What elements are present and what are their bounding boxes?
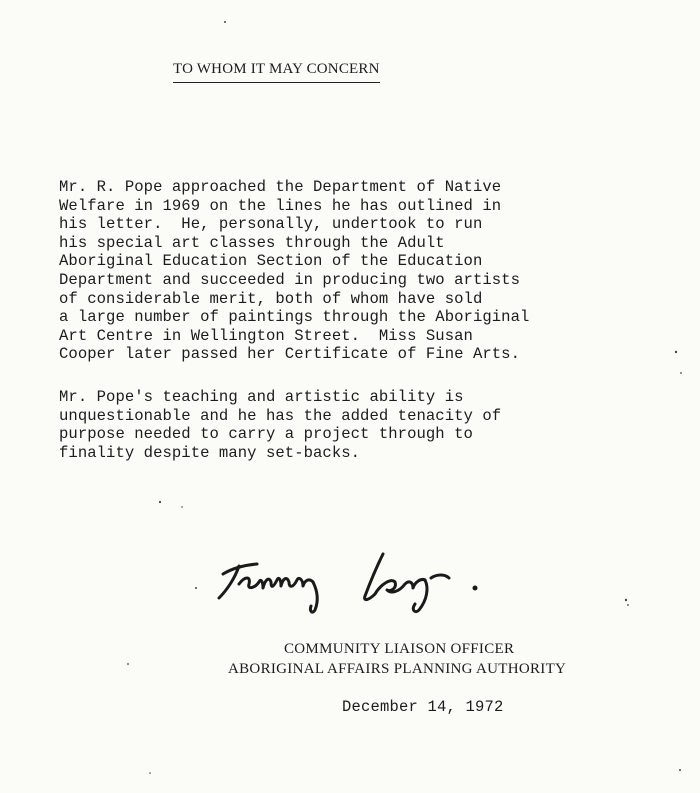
paragraph-line: unquestionable and he has the added tenacity of	[59, 406, 502, 425]
paragraph-line: his letter. He, personally, undertook to run	[59, 215, 483, 234]
paragraph-line: Mr. R. Pope approached the Department of Native	[59, 178, 502, 196]
paragraph-line: a large number of paintings through the Aboriginal	[59, 308, 530, 327]
paragraph-line: purpose needed to carry a project through to	[59, 425, 473, 444]
letter-heading: TO WHOM IT MAY CONCERN	[173, 60, 380, 83]
paragraph-line: Art Centre in Wellington Street. Miss Susan	[59, 326, 473, 345]
paragraph-line: of considerable merit, both of whom have sold	[59, 289, 483, 308]
paragraph-line: Welfare in 1969 on the lines he has outlined in	[59, 196, 502, 215]
paragraph-line: Mr. Pope's teaching and artistic ability is	[59, 388, 464, 406]
paragraph-2	[59, 388, 689, 462]
signatory-title: COMMUNITY LIAISON OFFICER	[284, 641, 515, 657]
letter-date: December 14, 1972	[342, 698, 504, 716]
paragraph-line: Department and succeeded in producing two artists	[59, 270, 520, 289]
paragraph-1	[59, 178, 689, 364]
paragraph-line: finality despite many set-backs.	[59, 443, 361, 462]
signatory-organization: ABORIGINAL AFFAIRS PLANNING AUTHORITY	[228, 661, 567, 677]
paragraph-line: Cooper later passed her Certificate of Fine Arts.	[59, 345, 520, 364]
paragraph-line: his special art classes through the Adult	[59, 233, 445, 252]
handwritten-signature	[205, 538, 505, 618]
paragraph-line: Aboriginal Education Section of the Education	[59, 252, 483, 271]
